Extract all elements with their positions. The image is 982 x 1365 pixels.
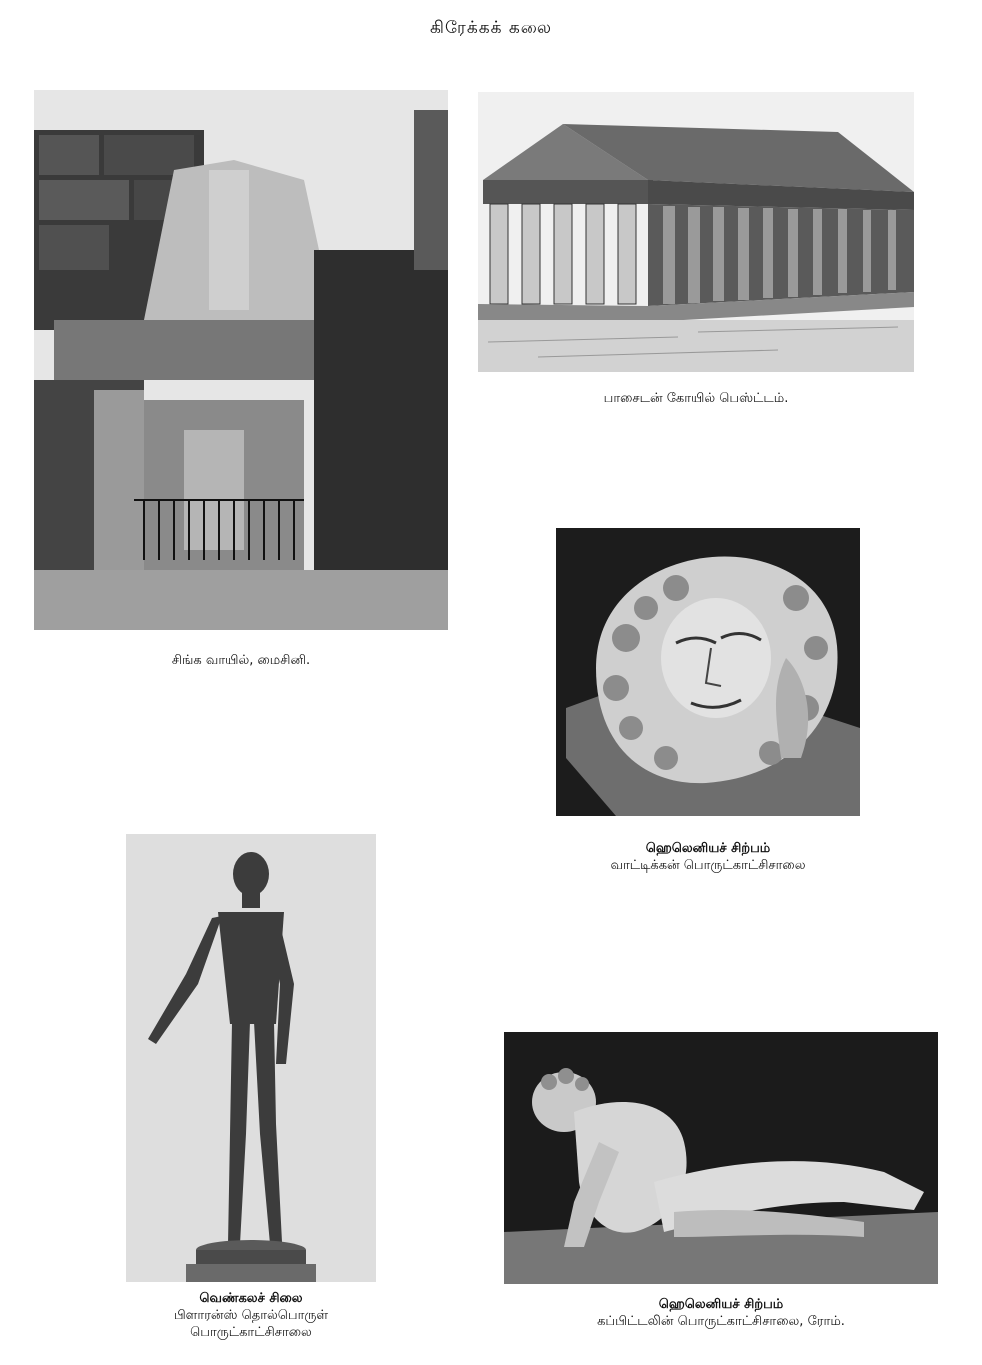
page-title: கிரேக்கக் கலை	[430, 18, 552, 38]
lion-gate-photo	[34, 90, 448, 630]
bronze-statue-photo	[126, 834, 376, 1282]
temple-caption: பாசைடன் கோயில் பெஸ்ட்டம்.	[603, 391, 789, 406]
lion-gate-caption: சிங்க வாயில், மைசினி.	[171, 653, 311, 668]
reclining-figure-caption-line1: ஹெலெனியச் சிற்பம்	[658, 1297, 784, 1312]
hellenic-head-photo	[556, 528, 860, 816]
hellenic-head-caption	[556, 840, 860, 874]
bronze-statue-caption-line2: பிளாரன்ஸ் தொல்பொருள்	[173, 1308, 329, 1323]
hellenic-head-caption-line1: ஹெலெனியச் சிற்பம்	[645, 841, 771, 856]
temple-photo	[478, 92, 914, 372]
reclining-figure-caption-line2: கப்பிட்டலின் பொருட்காட்சிசாலை, ரோம்.	[597, 1314, 845, 1329]
bronze-statue-caption-line3: பொருட்காட்சிசாலை	[190, 1325, 312, 1340]
bronze-statue-caption-line1: வெண்கலச் சிலை	[199, 1291, 303, 1306]
hellenic-head-caption-line2: வாட்டிக்கன் பொருட்காட்சிசாலை	[610, 858, 806, 873]
reclining-figure-photo	[504, 1032, 938, 1284]
reclining-figure-caption	[504, 1296, 938, 1330]
bronze-statue-caption	[96, 1290, 406, 1341]
